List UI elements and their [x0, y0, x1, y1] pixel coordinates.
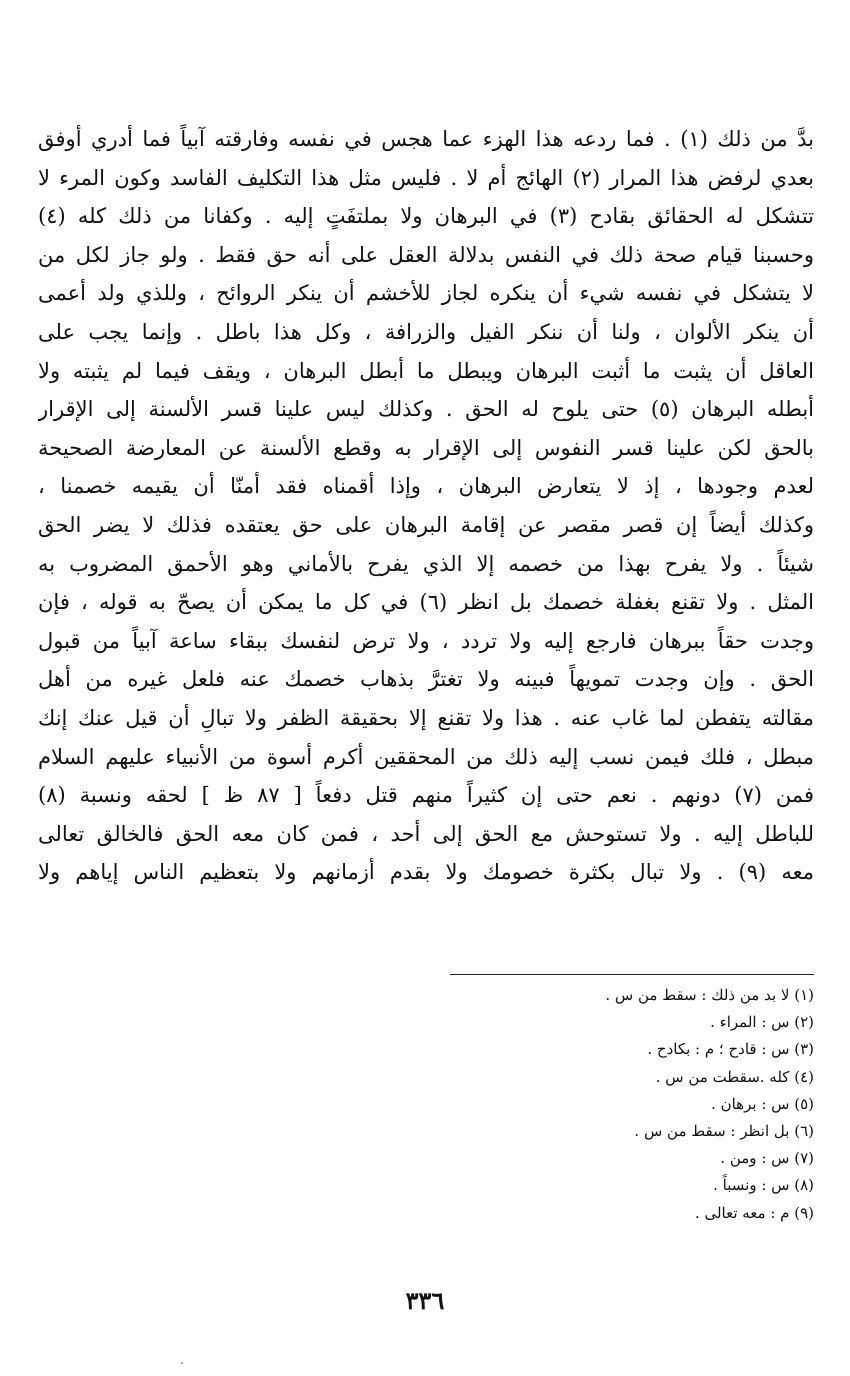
text-line: أن ينكر الألوان ، ولنا أن ننكر الفيل والزرافة ، وكل هذا باطل . وإنما يجب على	[38, 319, 814, 344]
text-line: لا يتشكل في نفسه شيء أن ينكره لجاز للأخشم أن ينكر الروائح ، وللذي ولد أعمى	[38, 281, 814, 306]
text-line: بعدي لرفض هذا المرار (٢) الهائج أم لا . فليس مثل هذا التكليف الفاسد وكون المرء لا	[38, 165, 814, 190]
text-line: معه (٩) . ولا تبال بكثرة خصومك ولا بقدم أزمانهم ولا بتعظيم الناس إياهم ولا	[38, 860, 814, 885]
text-line: وحسبنا قيام صحة ذلك في النفس بدلالة العقل على أنه حق فقط . ولو جاز لكل من	[38, 242, 814, 267]
text-line: لعدم وجودها ، إذ لا يتعارض البرهان ، وإذا أقمناه فقد أمنّا أن يقيمه خصمنا ،	[38, 474, 814, 499]
text-line: تتشكل له الحقائق بقادح (٣) في البرهان ولا بملتفَتٍ إليه . وكفانا من ذلك كله (٤)	[38, 204, 814, 229]
footnote: (٥) س : برهان .	[711, 1094, 814, 1113]
text-line: المثل . ولا تقنع بغفلة خصمك بل انظر (٦) في كل ما يمكن أن يصحّ به قوله ، فإن	[38, 590, 814, 615]
footnote: (٦) بل انظر : سقط من س .	[634, 1121, 814, 1140]
text-line: فمن (٧) دونهم . نعم حتى إن كثيراً منهم قتل دفعاً [ ٨٧ ظ ] لحقه ونسبة (٨)	[38, 783, 814, 808]
footnote: (٩) م : معه تعالى .	[694, 1203, 814, 1222]
text-line: وكذلك أيضاً إن قصر مقصر عن إقامة البرهان على حق يعتقده فذلك لا يضر الحق	[38, 512, 814, 537]
text-line: مقالته يتفطن لما غاب عنه . هذا ولا تقنع إلا بحقيقة الظفر ولا تبالِ أن قيل عنك إنك	[38, 705, 814, 730]
footnote: (٧) س : ومن .	[720, 1149, 814, 1168]
page-number: ٣٣٦	[405, 1286, 445, 1315]
footnote: (٢) س : المراء .	[710, 1013, 814, 1032]
text-line: وجدت حقاً ببرهان فارجع إليه ولا تردد ، ولا ترض لنفسك ببقاء ساعة آبياً من قبول	[38, 628, 814, 653]
text-line: الحق . وإن وجدت تمويهاً فبينه ولا تغترَّ بذهاب خصمك عنه فلعل غيره من أهل	[38, 667, 814, 692]
scan-speck	[181, 1362, 183, 1364]
footnote: (٤) كله .سقطت من س .	[655, 1067, 814, 1086]
text-line: مبطل ، فلك فيمن نسب إليه ذلك من المحققين أكرم أسوة من الأنبياء عليهم السلام	[38, 744, 814, 769]
footnote: (٣) س : قادح ؛ م : بكادح .	[647, 1040, 814, 1059]
main-text	[38, 120, 814, 892]
footnotes	[300, 982, 814, 1227]
text-line: بالحق لكن علينا قسر النفوس إلى الإقرار به وقطع الألسنة عن المعارضة الصحيحة	[38, 435, 814, 460]
text-line: بدَّ من ذلك (١) . فما ردعه هذا الهزء عما هجس في نفسه وفارقته آبياً فما أدري أوفق	[38, 127, 814, 151]
text-line: شيئاً . ولا يفرح بهذا من خصمه إلا الذي يفرح بالأماني وهو الأحمق المضروب به	[38, 551, 814, 576]
footnote: (١) لا بد من ذلك : سقط من س .	[605, 986, 814, 1004]
footnote-separator	[450, 974, 814, 975]
footnote: (٨) س : ونسباً .	[713, 1176, 814, 1195]
text-line: للباطل إليه . ولا تستوحش مع الحق إلى أحد ، فمن كان معه الحق فالخالق تعالى	[38, 821, 814, 846]
text-line: أبطله البرهان (٥) حتى يلوح له الحق . وكذلك ليس علينا قسر الألسنة إلى الإقرار	[38, 397, 814, 422]
text-line: العاقل أن يثبت ما أثبت البرهان ويبطل ما أبطل البرهان ، ويقف فيما لم يثبته ولا	[38, 358, 814, 383]
